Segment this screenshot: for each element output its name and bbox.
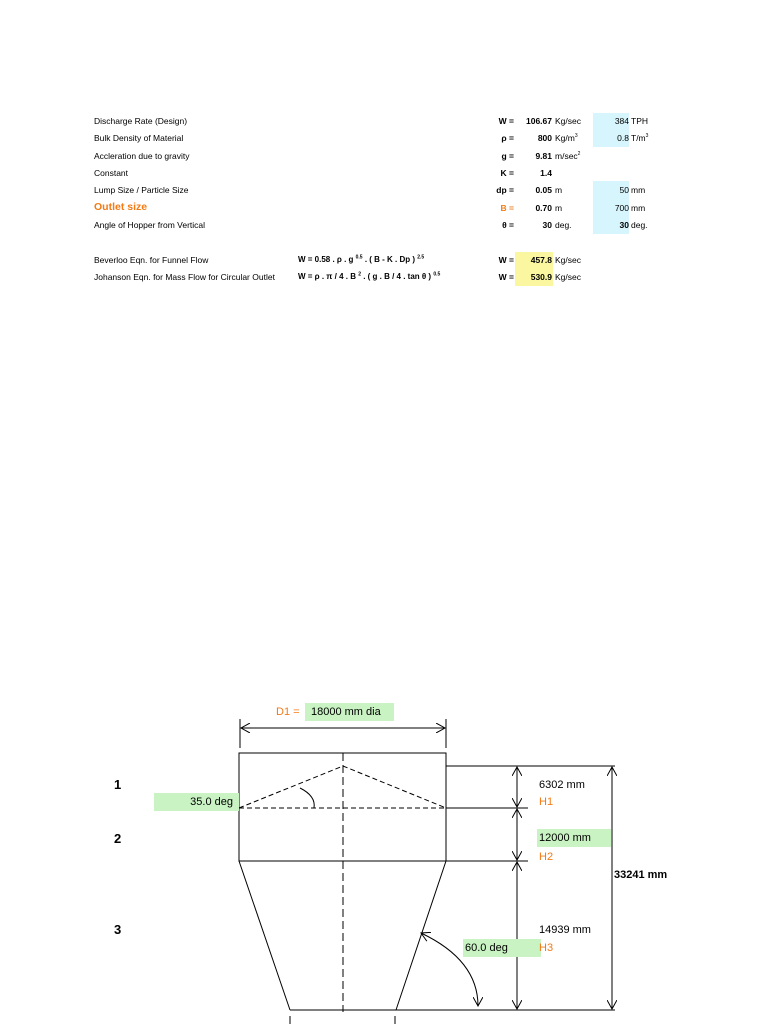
equation-label: Johanson Eqn. for Mass Flow for Circular Outlet (94, 272, 275, 282)
h2-value-box (537, 829, 611, 847)
formula-exponent: 2 (358, 271, 361, 278)
section-number-2: 2 (114, 831, 122, 846)
formula-exponent: 0.5 (355, 254, 363, 261)
row-unit-text: Kg/sec (555, 116, 581, 126)
converted-value: 0.8 (617, 133, 629, 143)
equation-symbol: W = (498, 255, 514, 265)
total-height: 33241 mm (614, 869, 668, 881)
converted-value: 700 (614, 203, 629, 213)
converted-unit-text: deg. (631, 220, 648, 230)
converted-value: 50 (619, 185, 629, 195)
row-value: 0.05 (535, 185, 552, 195)
row-label: Lump Size / Particle Size (94, 185, 189, 195)
h2-label: H2 (539, 851, 554, 863)
row-value: 9.81 (535, 151, 552, 161)
section-number-3: 3 (114, 922, 122, 937)
h3-label: H3 (539, 942, 554, 954)
equation-unit: Kg/sec (555, 255, 581, 265)
row-symbol: g = (501, 151, 514, 161)
converted-unit-sup: 3 (645, 133, 649, 140)
h3-value: 14939 mm (539, 924, 591, 936)
angle1-arc (300, 788, 314, 808)
converted-unit-text: T/m (631, 133, 646, 143)
formula-part: W = 0.58 . ρ . g (298, 255, 356, 264)
row-label: Constant (94, 168, 129, 178)
row-label: Accleration due to gravity (94, 151, 190, 161)
h2-value: 12000 mm (539, 832, 591, 844)
row-unit-text: Kg/m (555, 133, 575, 143)
d1-value: 18000 mm dia (311, 706, 381, 718)
row-symbol: W = (498, 116, 514, 126)
h1-label: H1 (539, 796, 554, 808)
d1-label: D1 = (276, 706, 300, 718)
row-value: 1.4 (540, 168, 552, 178)
section-number-1: 1 (114, 777, 122, 792)
hopper-left (239, 861, 290, 1010)
equation-unit: Kg/sec (555, 272, 581, 282)
converted-unit-text: mm (631, 185, 646, 195)
row-unit-text: deg. (555, 220, 572, 230)
formula-exponent: 2.5 (417, 254, 425, 261)
hopper-right (396, 861, 446, 1010)
formula-part: . ( g . B / 4 . tan θ ) (360, 272, 434, 281)
row-unit-sup: 2 (577, 151, 581, 158)
equation-result: 530.9 (530, 272, 552, 282)
row-symbol: θ = (502, 220, 514, 230)
d1-value-box (305, 703, 394, 721)
formula-part: . ( B - K . Dp ) (362, 255, 418, 264)
converted-unit-text: TPH (631, 116, 648, 126)
row-value: 30 (542, 220, 552, 230)
row-value: 0.70 (535, 203, 552, 213)
row-unit-sup: 3 (574, 133, 578, 140)
row-label: Bulk Density of Material (94, 133, 184, 143)
equation-symbol: W = (498, 272, 514, 282)
row-symbol: K = (500, 168, 514, 178)
angle1-box (154, 793, 239, 811)
angle3-box (463, 939, 541, 957)
converted-value: 384 (614, 116, 629, 126)
row-value: 800 (537, 133, 552, 143)
equation-label: Beverloo Eqn. for Funnel Flow (94, 255, 209, 265)
angle3-value: 60.0 deg (465, 942, 508, 954)
row-label: Angle of Hopper from Vertical (94, 220, 206, 230)
row-unit-text: m (555, 203, 563, 213)
formula-exponent: 0.5 (433, 271, 441, 278)
h1-value: 6302 mm (539, 779, 585, 791)
row-unit-text: m/sec (555, 151, 578, 161)
row-label: Discharge Rate (Design) (94, 116, 188, 126)
row-symbol: B = (500, 203, 514, 213)
row-symbol: dp = (496, 185, 514, 195)
converted-unit-text: mm (631, 203, 646, 213)
formula-part: W = ρ . π / 4 . B (298, 272, 359, 281)
equation-result: 457.8 (530, 255, 552, 265)
row-value: 106.67 (526, 116, 552, 126)
row-unit-text: m (555, 185, 563, 195)
row-label: Outlet size (94, 201, 148, 213)
row-symbol: ρ = (501, 133, 514, 143)
angle1-value: 35.0 deg (190, 796, 233, 808)
converted-value: 30 (619, 220, 629, 230)
